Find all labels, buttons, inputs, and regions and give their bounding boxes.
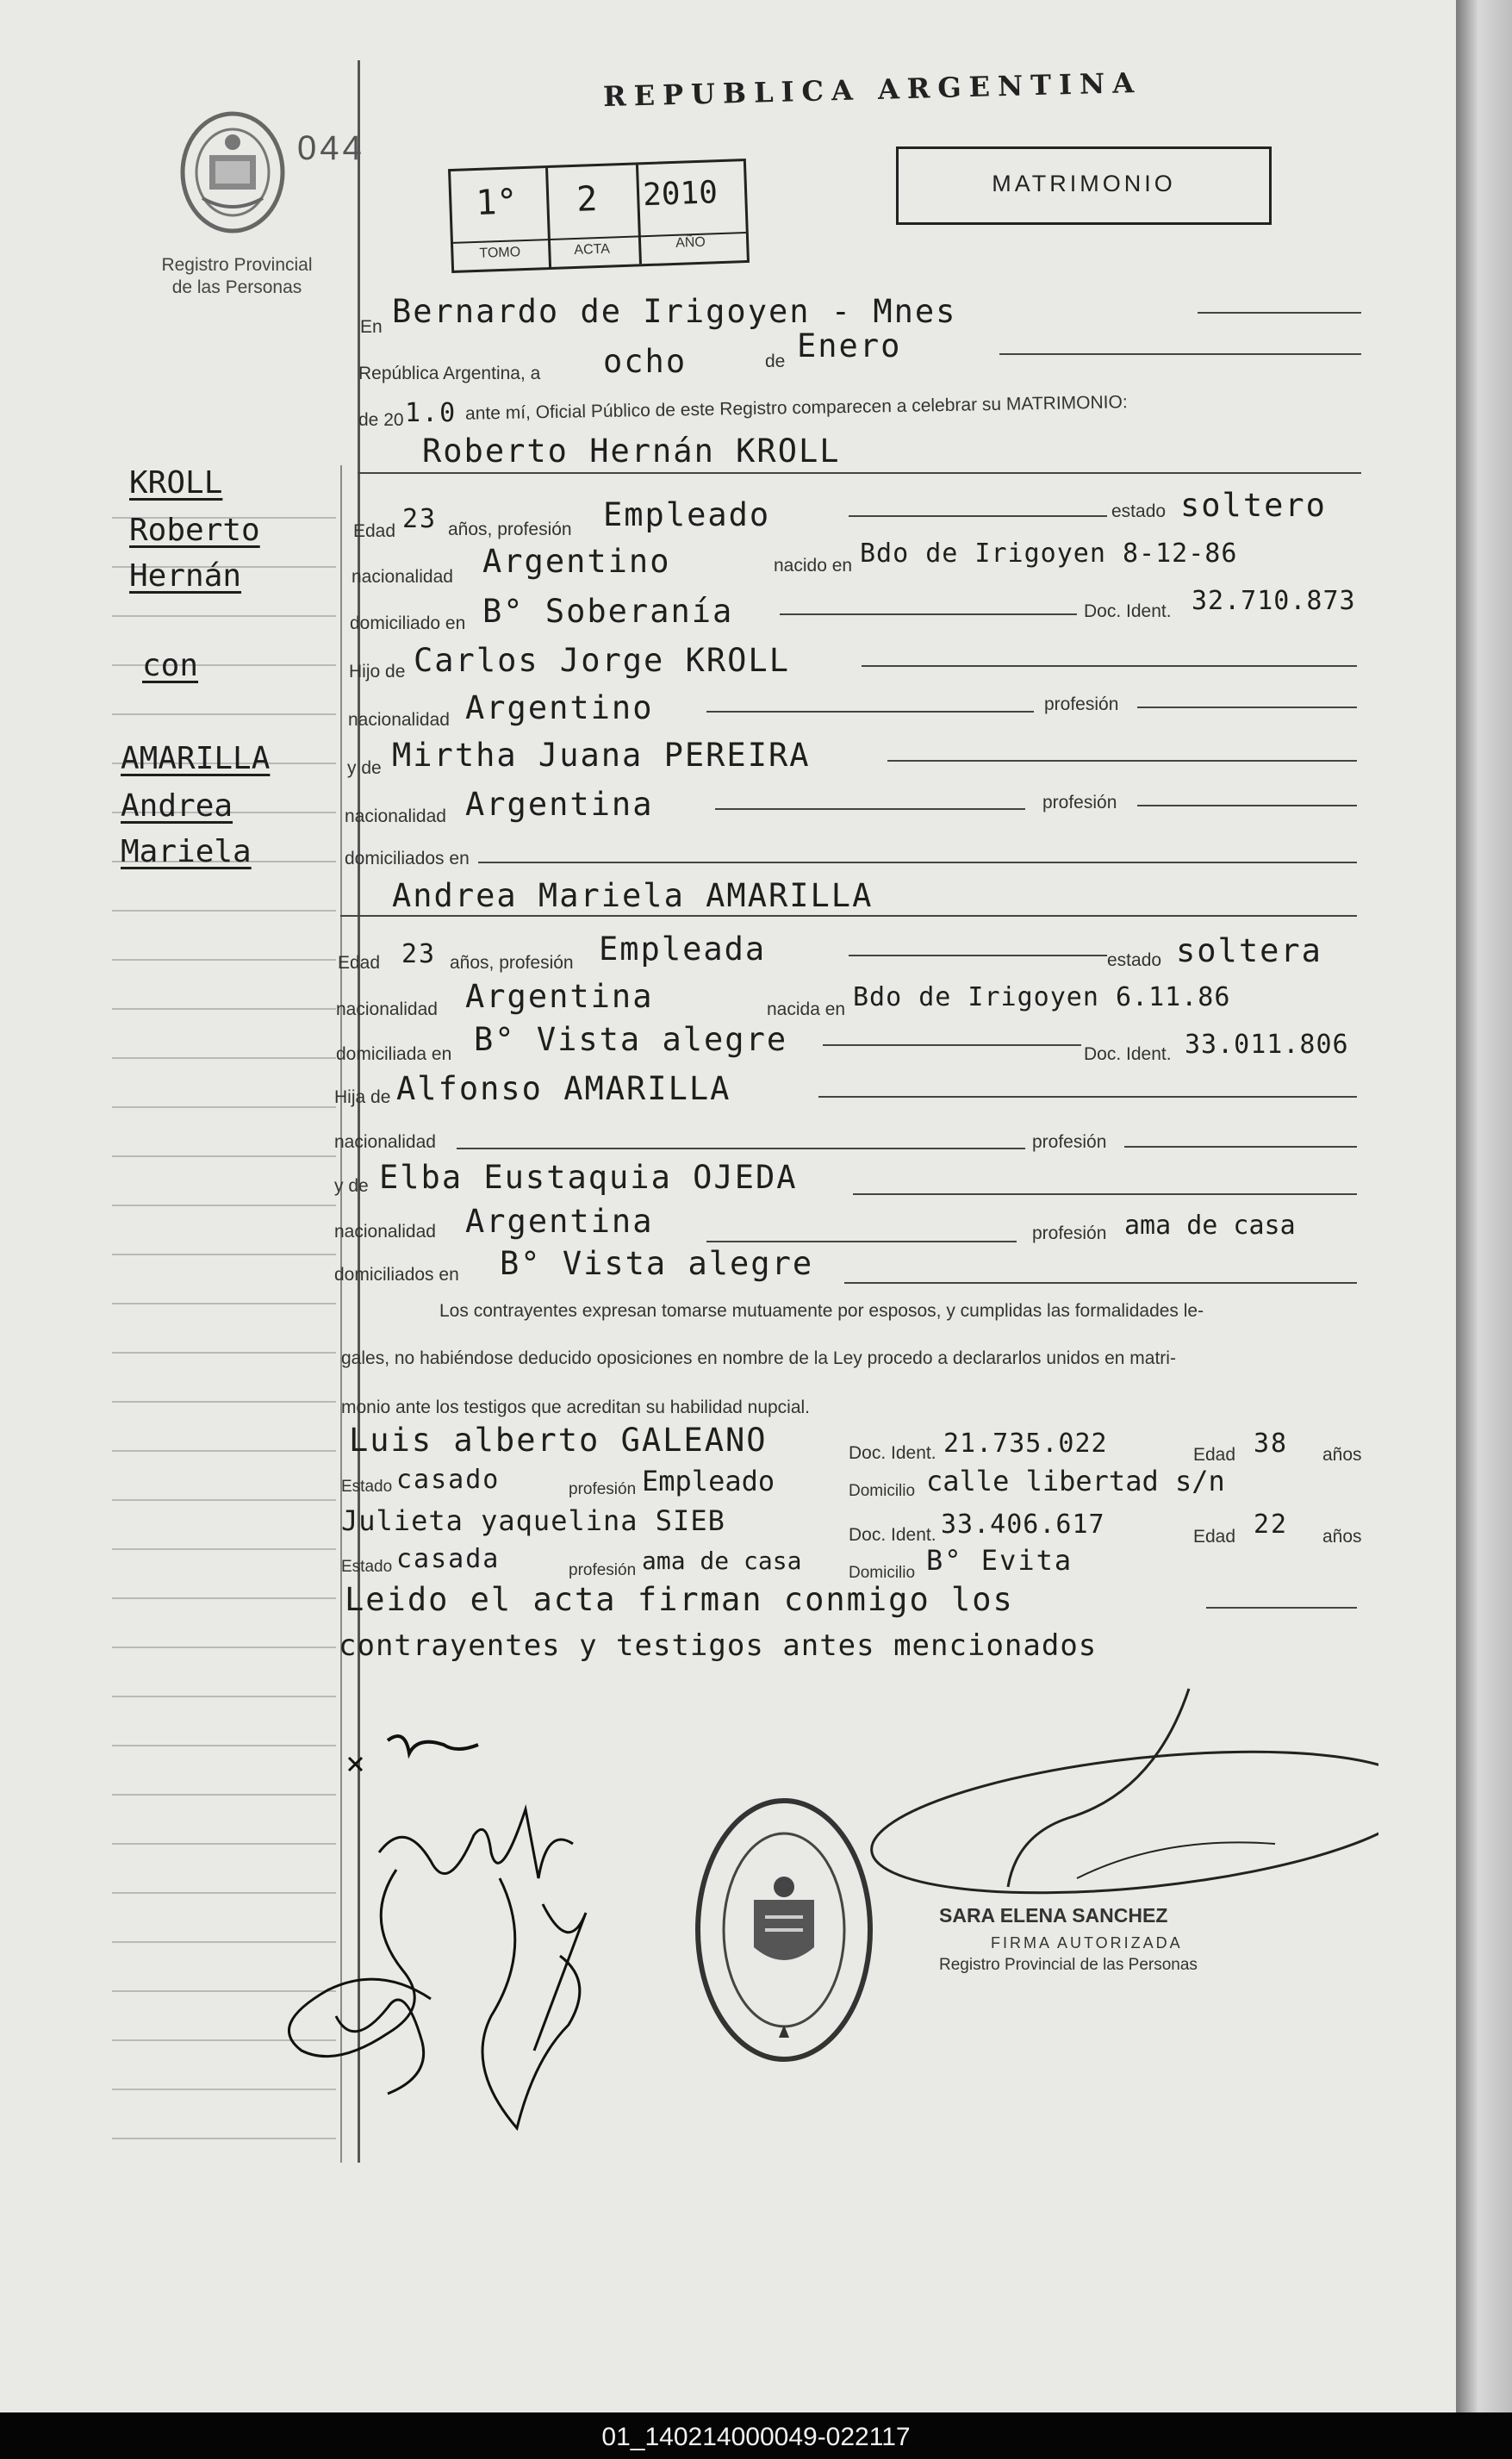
fill-line — [1137, 707, 1357, 708]
bride-age: 23 — [401, 939, 437, 969]
groom-father: Carlos Jorge KROLL — [414, 642, 790, 679]
groom-father-nat: Argentino — [465, 689, 654, 726]
witness-signatures — [284, 1792, 681, 2171]
margin-name-bride: Andrea — [121, 788, 233, 824]
fill-line — [853, 1193, 1357, 1195]
margin-ruled-line — [112, 1745, 336, 1746]
margin-ruled-line — [112, 1155, 336, 1157]
witness2-domicilio: B° Evita — [926, 1544, 1073, 1577]
margin-ruled-line — [112, 1106, 336, 1108]
fill-line — [1198, 312, 1361, 314]
fill-line — [478, 862, 1357, 863]
bride-estado: soltera — [1176, 932, 1322, 969]
margin-ruled-line — [112, 910, 336, 912]
fill-line — [849, 515, 1107, 517]
closing-line2: contrayentes y testigos antes mencionados — [339, 1628, 1098, 1663]
place-value: Bernardo de Irigoyen - Mnes — [392, 293, 957, 330]
groom-domiciliado-label: domiciliado en — [350, 613, 466, 633]
fill-line — [457, 1148, 1025, 1149]
page-edge — [1456, 0, 1512, 2412]
witness2-name: Julieta yaquelina SIEB — [341, 1504, 725, 1537]
signature-x-mark — [345, 1723, 517, 1792]
margin-ruled-line — [112, 615, 336, 617]
provincial-seal-icon — [177, 108, 289, 237]
witness2-doc: 33.406.617 — [941, 1510, 1105, 1540]
tomo-label: TOMO — [479, 245, 521, 261]
fill-line — [358, 472, 1361, 474]
margin-name2-groom: Hernán — [129, 558, 242, 594]
acta-label: ACTA — [574, 241, 611, 258]
official-name: SARA ELENA SANCHEZ — [939, 1904, 1168, 1927]
fill-line — [780, 613, 1077, 615]
margin-ruled-line — [112, 1352, 336, 1354]
day-value: ocho — [603, 343, 688, 380]
fill-line — [706, 1241, 1017, 1242]
ano-value: 2010 — [642, 175, 719, 214]
ano-label: AÑO — [675, 234, 706, 251]
bride-mother-prof-label: profesión — [1032, 1223, 1107, 1243]
bride-birth: Bdo de Irigoyen 6.11.86 — [853, 982, 1231, 1012]
groom-yde-label: y de — [347, 758, 382, 778]
year-prefix-label: de 20 — [358, 410, 404, 430]
official-stamp — [939, 1904, 1266, 1975]
filename-label: 01_140214000049-022117 — [601, 2423, 911, 2451]
margin-ruled-line — [112, 959, 336, 961]
official-title: FIRMA AUTORIZADA — [991, 1934, 1183, 1952]
groom-parents-dom-label: domiciliados en — [345, 849, 470, 868]
margin-ruled-line — [112, 1205, 336, 1206]
groom-profession: Empleado — [603, 496, 771, 533]
bride-mother: Elba Eustaquia OJEDA — [379, 1159, 798, 1196]
witness1-doc: 21.735.022 — [943, 1429, 1108, 1459]
groom-nacionalidad-label: nacionalidad — [352, 567, 453, 587]
groom-nacido-label: nacido en — [774, 556, 853, 576]
witness1-doc-label: Doc. Ident. — [849, 1443, 936, 1463]
groom-nationality: Argentino — [482, 543, 671, 580]
witness2-estado: casada — [396, 1544, 501, 1574]
witness1-estado-label: Estado — [341, 1478, 393, 1496]
bride-nacionalidad-label: nacionalidad — [336, 999, 438, 1019]
groom-age: 23 — [402, 504, 438, 534]
tomo-value: 1° — [475, 182, 519, 223]
bride-yde-label: y de — [334, 1176, 369, 1196]
registry-stamp-icon — [689, 1788, 879, 2072]
bride-full-name: Andrea Mariela AMARILLA — [392, 877, 874, 914]
witness1-profession: Empleado — [642, 1465, 775, 1497]
bride-mother-prof: ama de casa — [1124, 1211, 1296, 1241]
margin-ruled-line — [112, 1647, 336, 1648]
witness1-name: Luis alberto GALEANO — [349, 1422, 768, 1459]
margin-ruled-line — [112, 1696, 336, 1697]
bride-nationality: Argentina — [465, 978, 654, 1015]
certificate-type-box — [896, 146, 1272, 225]
bride-edad-label: Edad — [338, 953, 381, 973]
declaration-line2: gales, no habiéndose deducido oposiciones en nombre de la Ley procedo a declararlos unidos en matri- — [341, 1348, 1176, 1368]
margin-surname-groom: KROLL — [129, 465, 223, 501]
witness2-anos-label: años — [1322, 1527, 1362, 1547]
fill-line — [706, 711, 1034, 713]
groom-mother-nat-label: nacionalidad — [345, 806, 446, 826]
witness1-domicilio-label: Domicilio — [849, 1482, 916, 1500]
bride-address: B° Vista alegre — [474, 1021, 788, 1058]
witness1-profesion-label: profesión — [569, 1480, 637, 1498]
groom-profesion-label: años, profesión — [448, 520, 572, 539]
fill-line — [849, 955, 1107, 956]
fill-line — [818, 1096, 1357, 1098]
margin-ruled-line — [112, 1254, 336, 1255]
en-label: En — [360, 317, 383, 337]
margin-ruled-line — [112, 1401, 336, 1403]
groom-edad-label: Edad — [353, 521, 396, 541]
margin-ruled-line — [112, 713, 336, 715]
bride-hija-label: Hija de — [334, 1087, 391, 1107]
bride-mother-nat-label: nacionalidad — [334, 1222, 436, 1242]
fill-line — [715, 808, 1025, 810]
margin-ruled-line — [112, 1548, 336, 1550]
bride-estado-label: estado — [1107, 950, 1162, 970]
bride-father-nat-label: nacionalidad — [334, 1132, 436, 1152]
bride-profession: Empleada — [599, 931, 767, 968]
groom-full-name: Roberto Hernán KROLL — [422, 433, 841, 470]
bride-profesion-label: años, profesión — [450, 953, 574, 973]
ano-cell-divider — [636, 165, 642, 264]
registry-label-line2: de las Personas — [171, 277, 302, 297]
witness1-estado: casado — [396, 1465, 501, 1495]
acta-reference-box — [448, 159, 750, 273]
witness2-estado-label: Estado — [341, 1558, 393, 1576]
bride-doc: 33.011.806 — [1185, 1030, 1349, 1060]
declaration-line3: monio ante los testigos que acreditan su habilidad nupcial. — [341, 1398, 811, 1417]
margin-ruled-line — [112, 1057, 336, 1059]
fill-line — [862, 665, 1357, 667]
witness2-edad-label: Edad — [1193, 1527, 1236, 1547]
bride-parents-dom: B° Vista alegre — [500, 1245, 814, 1282]
fill-line — [844, 1282, 1357, 1284]
page-number: 044 — [297, 129, 365, 167]
margin-surname-bride: AMARILLA — [121, 741, 271, 776]
fill-line — [999, 353, 1361, 355]
acta-cell-divider — [545, 168, 551, 267]
official-registry: Registro Provincial de las Personas — [939, 1956, 1198, 1974]
fill-line — [340, 915, 1357, 917]
groom-father-prof-label: profesión — [1044, 694, 1119, 714]
margin-name2-bride: Mariela — [121, 834, 252, 869]
bride-doc-label: Doc. Ident. — [1084, 1044, 1172, 1064]
margin-ruled-line — [112, 1303, 336, 1304]
groom-estado: soltero — [1180, 487, 1327, 524]
groom-estado-label: estado — [1111, 501, 1167, 521]
declaration-line1: Los contrayentes expresan tomarse mutuamente por esposos, y cumplidas las formalidades le- — [439, 1301, 1204, 1321]
fill-line — [1124, 1146, 1357, 1148]
witness2-domicilio-label: Domicilio — [849, 1564, 916, 1582]
bride-domiciliada-label: domiciliada en — [336, 1044, 452, 1064]
margin-ruled-line — [112, 1450, 336, 1452]
certificate-type: MATRIMONIO — [992, 171, 1176, 196]
groom-mother: Mirtha Juana PEREIRA — [392, 737, 811, 774]
groom-doc-label: Doc. Ident. — [1084, 601, 1172, 621]
fill-line — [823, 1044, 1081, 1046]
groom-doc: 32.710.873 — [1192, 586, 1356, 616]
month-value: Enero — [797, 327, 902, 364]
official-signature — [862, 1680, 1378, 1904]
year-suffix-value: 1.0 — [405, 398, 457, 428]
intro-text: ante mí, Oficial Público de este Registro comparecen a celebrar su MATRIMONIO: — [464, 392, 1128, 424]
margin-name-groom: Roberto — [129, 513, 260, 548]
closing-line1: Leido el acta firman conmigo los — [345, 1581, 1014, 1618]
fill-line — [887, 760, 1357, 762]
republica-label: República Argentina, a — [358, 364, 541, 383]
witness1-edad-label: Edad — [1193, 1445, 1236, 1465]
witness2-doc-label: Doc. Ident. — [849, 1525, 936, 1545]
bride-father: Alfonso AMARILLA — [396, 1070, 731, 1107]
margin-ruled-line — [112, 1008, 336, 1010]
bride-nacida-label: nacida en — [767, 999, 846, 1019]
bride-father-prof-label: profesión — [1032, 1132, 1107, 1152]
witness2-profesion-label: profesión — [569, 1561, 637, 1579]
fill-line — [1206, 1607, 1357, 1609]
fill-line — [1137, 805, 1357, 806]
acta-value: 2 — [576, 179, 599, 220]
registry-label-line1: Registro Provincial — [161, 255, 313, 275]
groom-father-nat-label: nacionalidad — [348, 710, 450, 730]
de-label: de — [765, 352, 786, 371]
margin-ruled-line — [112, 1597, 336, 1599]
groom-hijo-label: Hijo de — [349, 662, 406, 682]
witness1-domicilio: calle libertad s/n — [926, 1465, 1225, 1497]
groom-mother-prof-label: profesión — [1042, 793, 1117, 812]
registry-label — [129, 254, 345, 299]
witness2-age: 22 — [1254, 1510, 1289, 1540]
margin-ruled-line — [112, 1499, 336, 1501]
bride-parents-dom-label: domiciliados en — [334, 1265, 459, 1285]
groom-address: B° Soberanía — [482, 593, 734, 630]
bride-mother-nat: Argentina — [465, 1203, 654, 1240]
document-title: REPUBLICA ARGENTINA — [602, 65, 1142, 114]
margin-con: con — [142, 648, 199, 683]
groom-mother-nat: Argentina — [465, 786, 654, 823]
groom-birth: Bdo de Irigoyen 8-12-86 — [860, 538, 1238, 569]
witness1-age: 38 — [1254, 1429, 1289, 1459]
witness1-anos-label: años — [1322, 1445, 1362, 1465]
witness2-profession: ama de casa — [642, 1547, 802, 1575]
